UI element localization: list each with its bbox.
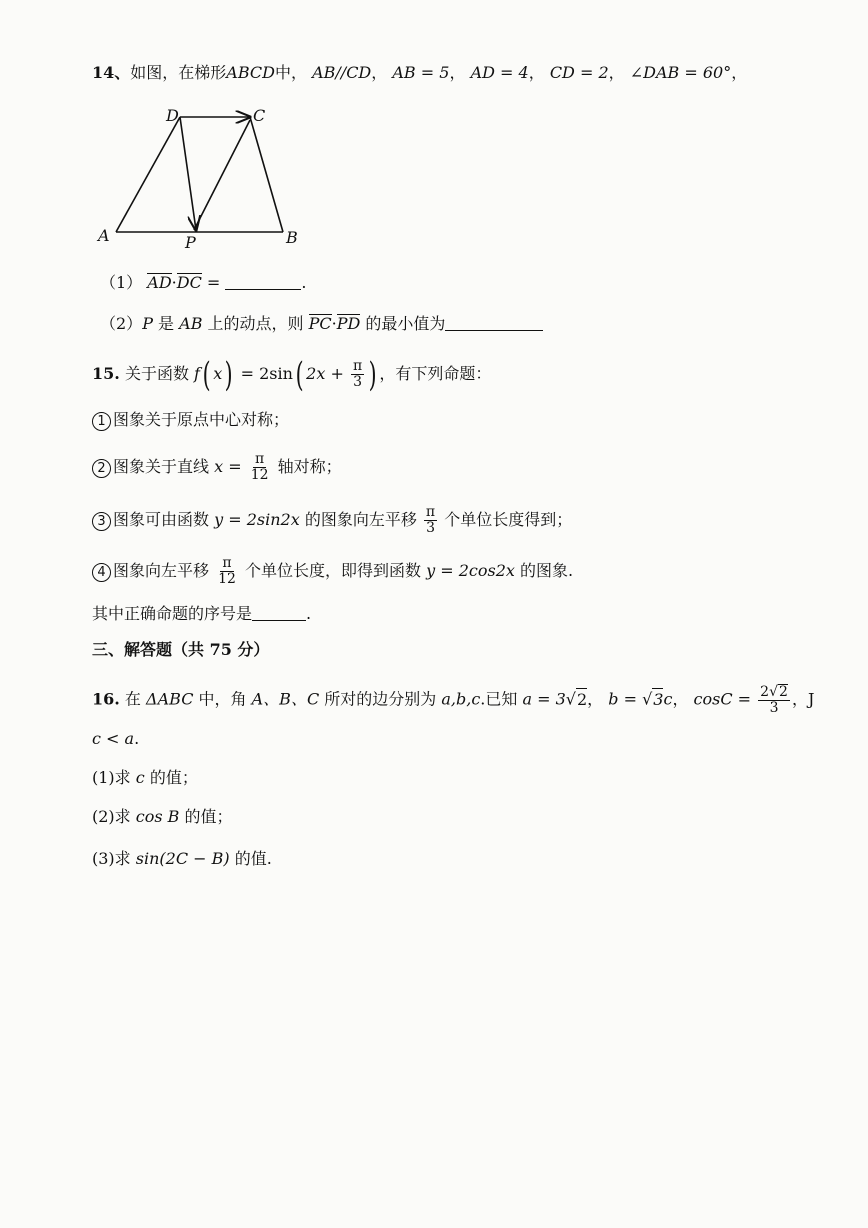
label-c: C [253,106,266,125]
q16-sub3: (3)求 sin(2C − B) 的值. [92,849,272,868]
q14-stem: 14、如图，在梯形ABCD中， AB//CD， AB = 5， AD = 4， CD = 2， ∠DAB = 60°， [92,63,748,82]
q16-stem: 16. 在 ΔABC 中，角 A、B、C 所对的边分别为 a,b,c.已知 a = 3√2， b = √3c， cosC = $\frac{2√2}{3}$ ，J [92,684,815,716]
q16-sub1: (1)求 c 的值； [92,768,198,787]
q14-condition-cd: CD = 2 [549,63,609,82]
section-title: 三、解答题（共 75 分） [92,640,270,659]
answer-blank-q15[interactable] [252,606,306,621]
vector-pc: PC [308,314,332,333]
q15-answer-line: 其中正确命题的序号是 . [92,604,312,623]
fraction-pi-over-3: $\frac{\pi}{3}$ [352,358,363,390]
q15-item-1: 1 图象关于原点中心对称； [92,409,289,431]
q15-item-3: 3 图象可由函数 y = 2sin2x 的图象向左平移 $\frac{\pi}{3}$ 个单位长度得到； [92,505,572,536]
trapezoid-figure [96,102,326,252]
label-b: B [286,228,298,247]
q15-stem: 15. 关于函数 f( x) = 2sin( 2x + $\frac{\pi}{3}$ ) ，有下列命题： [92,354,492,395]
q16-sub2: (2)求 cos B 的值； [92,807,233,826]
answer-blank-q14-1[interactable] [225,275,301,290]
vector-pd: PD [336,314,361,333]
vector-ad: AD [147,273,172,292]
q14-condition-angle: ∠DAB = 60° [629,63,732,82]
q15-number: 15. [92,364,120,383]
circled-number-3: 3 [92,512,111,531]
label-d: D [166,106,179,125]
q14-part2: （2）P 是 AB 上的动点，则 PC·PD 的最小值为 [100,313,543,335]
q14-condition-ad: AD = 4 [470,63,529,82]
circled-number-2: 2 [92,459,111,478]
label-p: P [185,233,196,252]
q16-number: 16. [92,689,120,709]
vector-dp [180,117,196,230]
edge-ad [116,117,180,232]
answer-blank-q14-2[interactable] [445,316,543,331]
q15-item-2: 2 图象关于直线 x = $\frac{\pi}{12}$ 轴对称； [92,452,342,483]
q15-item-4: 4 图象向左平移 $\frac{\pi}{12}$ 个单位长度，即得到函数 y = 2cos2x 的图象. [92,556,573,587]
segment-pc [194,120,250,230]
q14-number: 14、 [92,63,131,82]
circled-number-4: 4 [92,563,111,582]
circled-number-1: 1 [92,412,111,431]
fraction-2root2-over-3: $\frac{2√2}{3}$ [760,684,788,716]
label-a: A [98,226,110,245]
q16-condition: c < a. [92,729,140,748]
edge-cb [250,117,283,232]
q14-part1: （1） AD·DC = . [100,273,307,292]
vector-dc: DC [176,273,202,292]
q14-condition-ab: AB = 5 [392,63,450,82]
